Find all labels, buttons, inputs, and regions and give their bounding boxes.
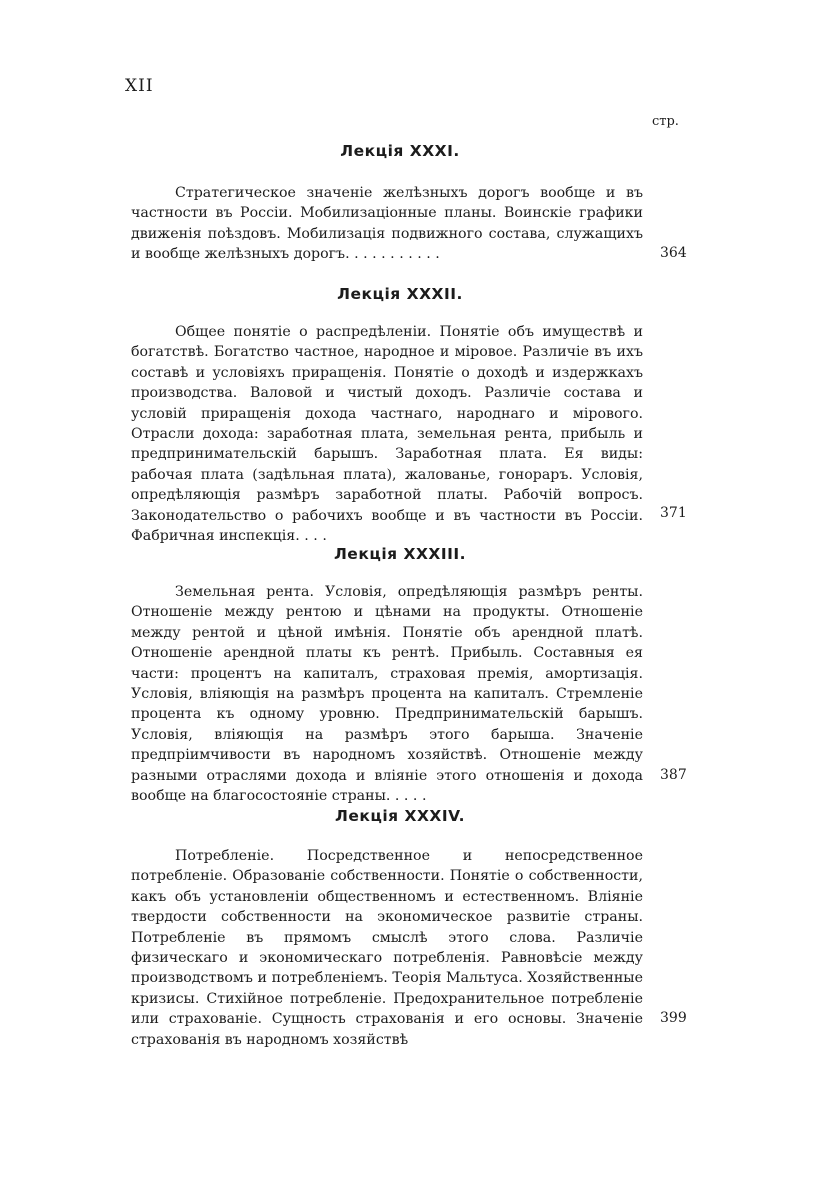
lecture-summary: Земельная рента. Условія, опредѣляющія размѣръ ренты. Отношеніе между рентою и цѣнами на продукты. Отношеніе между рентой и цѣной имѣнія. Понятіе объ арендной платѣ. Отношеніе арендной платы къ рентѣ. Прибыль. Составныя ея части: процентъ на капиталъ, страховая премія, амортизація. Условія, вліяющія на размѣръ процента на капиталъ. Стремленіе процента къ одному уровню. Предпринимательскій барышъ. Условія, вліяющія на размѣръ этого барыша. Значеніе предпріимчивости въ народномъ хозяйствѣ. Отношеніе между разными отраслями дохода и вліяніе этого отношенія и дохода вообще на благосостояніе страны. . . . . — [131, 584, 643, 805]
page-reference: 387 — [660, 767, 687, 783]
page-reference: 364 — [660, 245, 687, 261]
page-number: XII — [125, 76, 154, 96]
lecture-title: Лекція XXXIII. — [333, 545, 467, 563]
page-reference: 371 — [660, 505, 687, 521]
lecture-summary: Стратегическое значеніе желѣзныхъ дорогъ вообще и въ частности въ Россіи. Мобилизаціонные планы. Воинскіе графики движенія поѣздовъ. Мобилизація подвижного состава, служащихъ и вообще желѣзныхъ дорогъ. . . . . . . . . . . — [131, 185, 643, 263]
lecture-title: Лекція XXXI. — [340, 142, 460, 160]
lecture-summary: Потребленіе. Посредственное и непосредственное потребленіе. Образованіе собственности. Понятіе о собственности, какъ объ установленіи общественномъ и естественномъ. Вліяніе твердости собственности на экономическое развитіе страны. Потребленіе въ прямомъ смыслѣ этого слова. Различіе физическаго и экономическаго потребленія. Равновѣсіе между производствомъ и потребленіемъ. Теорія Мальтуса. Хозяйственные кризисы. Стихійное потребленіе. Предохранительное потребленіе или страхованіе. Сущность страхованія и его основы. Значеніе страхованія въ народномъ хозяйствѣ — [131, 848, 643, 1048]
lecture-title: Лекція XXXIV. — [334, 807, 466, 825]
page-column-label: стр. — [652, 114, 679, 129]
lecture-summary: Общее понятіе о распредѣленіи. Понятіе объ имуществѣ и богатствѣ. Богатство частное, народное и міровое. Различіе въ ихъ составѣ и условіяхъ приращенія. Понятіе о доходѣ и издержкахъ производства. Валовой и чистый доходъ. Различіе состава и условій приращенія дохода частнаго, народнаго и мірового. Отрасли дохода: заработная плата, земельная рента, прибыль и предпринимательскій барышъ. Заработная плата. Ея виды: рабочая плата (задѣльная плата), жалованье, гонораръ. Условія, опредѣляющія размѣръ заработной платы. Рабочій вопросъ. Законодательство о рабочихъ вообще и въ частности въ Россіи. Фабричная инспекція. . . . — [131, 324, 643, 545]
lecture-title: Лекція XXXII. — [337, 285, 463, 303]
page-reference: 399 — [660, 1010, 687, 1026]
